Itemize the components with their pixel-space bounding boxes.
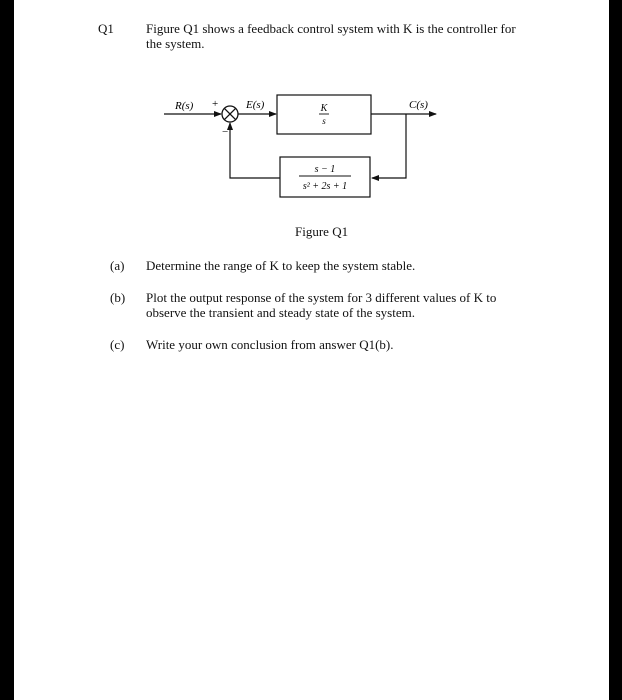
controller-block: [277, 95, 371, 134]
question-intro-line1: Figure Q1 shows a feedback control system with K is the controller for: [146, 21, 516, 36]
part-c-line1: Write your own conclusion from answer Q1(b).: [146, 337, 394, 352]
feedback-path-in: [372, 114, 406, 178]
part-a-line1: Determine the range of K to keep the system stable.: [146, 258, 416, 273]
part-a-text: [146, 258, 546, 273]
input-label: R(s): [175, 100, 194, 112]
controller-numerator: K: [320, 103, 328, 114]
feedback-path-out: [230, 123, 280, 178]
question-number: Q1: [98, 21, 114, 36]
question-intro-line2: the system.: [146, 36, 205, 51]
part-b-line1: Plot the output response of the system for 3 different values of K to: [146, 290, 497, 305]
part-b-text: [146, 290, 546, 320]
output-label: C(s): [409, 99, 428, 111]
figure-caption: Figure Q1: [295, 224, 349, 239]
block-diagram: [14, 0, 609, 230]
controller-denominator: s: [322, 116, 326, 126]
plus-sign: +: [212, 98, 219, 110]
feedback-numerator: s − 1: [314, 164, 336, 175]
error-label: E(s): [246, 99, 265, 111]
minus-sign: −: [222, 126, 229, 138]
document-page: [14, 0, 609, 700]
part-c-text: [146, 337, 546, 352]
feedback-denominator: s² + 2s + 1: [302, 181, 348, 192]
part-b-line2: observe the transient and steady state of the system.: [146, 305, 415, 320]
part-c-label: (c): [110, 337, 125, 352]
part-a-label: (a): [110, 258, 125, 273]
part-b-label: (b): [110, 290, 126, 305]
summing-junction: [222, 106, 238, 122]
